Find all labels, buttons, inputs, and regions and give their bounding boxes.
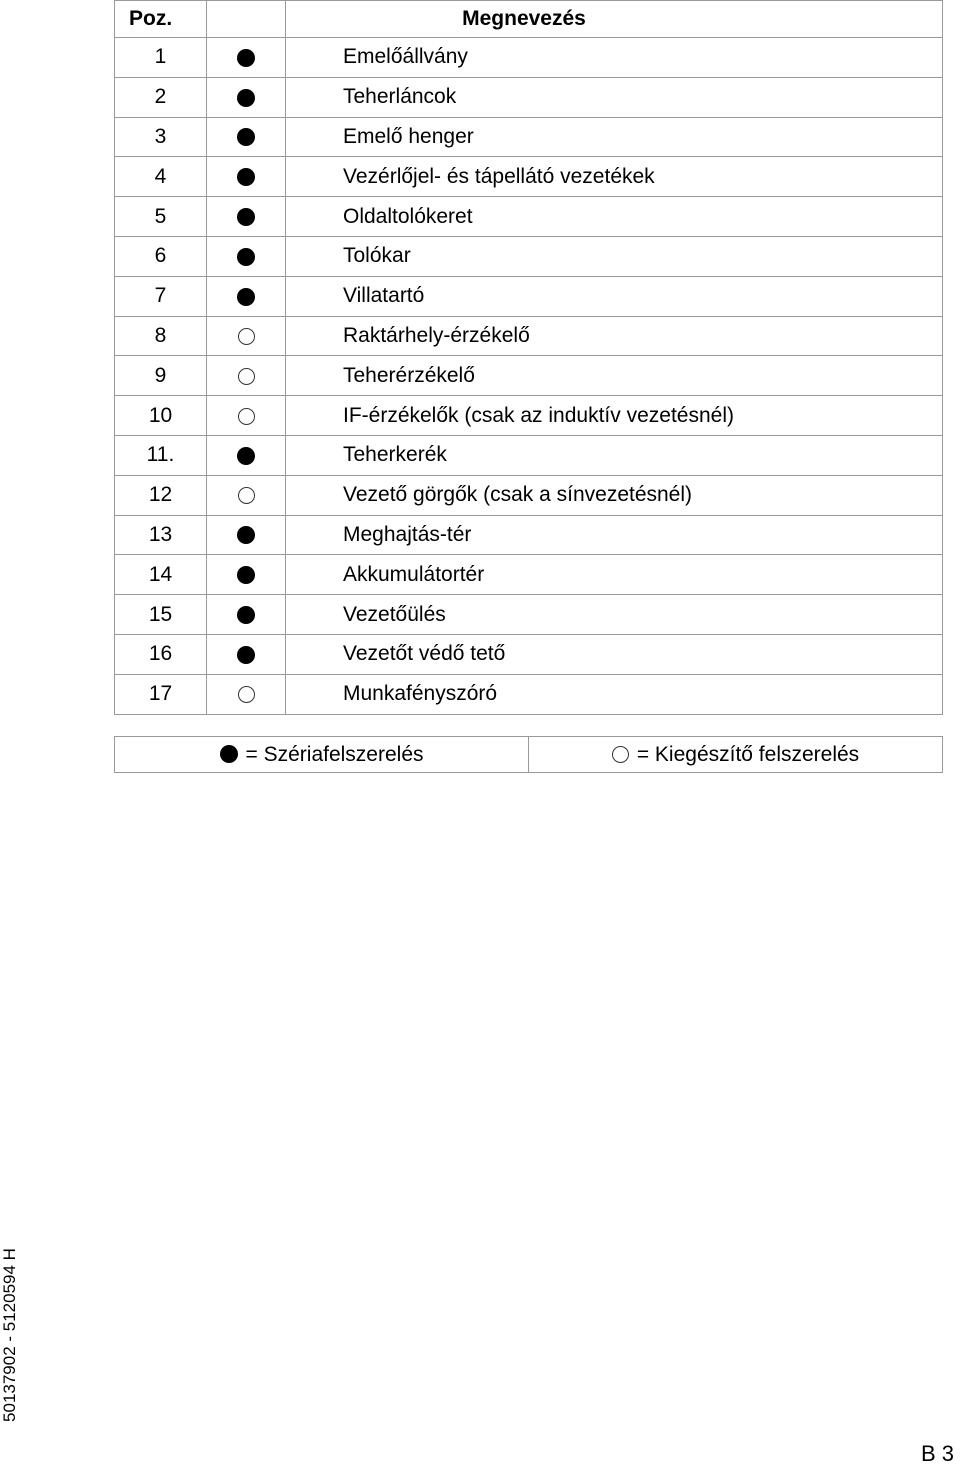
table-row <box>115 595 943 635</box>
table-row <box>115 634 943 674</box>
legend-standard-label: = Szériafelszerelés <box>245 742 424 766</box>
row-mark <box>207 555 286 595</box>
row-name: Oldaltolókeret <box>286 197 943 237</box>
row-position: 17 <box>115 674 207 714</box>
row-name: Vezetőt védő tető <box>286 634 943 674</box>
hollow-circle-icon <box>238 686 255 703</box>
row-position: 5 <box>115 197 207 237</box>
filled-circle-icon <box>220 745 238 763</box>
filled-circle-icon <box>237 447 255 465</box>
hollow-circle-icon <box>238 487 255 504</box>
row-name: Emelőállvány <box>286 38 943 78</box>
filled-circle-icon <box>237 526 255 544</box>
row-position: 11. <box>115 435 207 475</box>
row-name: Teherláncok <box>286 77 943 117</box>
row-mark <box>207 77 286 117</box>
row-mark <box>207 674 286 714</box>
hollow-circle-icon <box>612 746 629 763</box>
row-mark <box>207 276 286 316</box>
filled-circle-icon <box>237 128 255 146</box>
hollow-circle-icon <box>238 368 255 385</box>
filled-circle-icon <box>237 208 255 226</box>
filled-circle-icon <box>237 89 255 107</box>
row-name: Vezérlőjel- és tápellátó vezetékek <box>286 157 943 197</box>
filled-circle-icon <box>237 646 255 664</box>
table-row <box>115 197 943 237</box>
legend-standard <box>115 737 529 773</box>
row-position: 15 <box>115 595 207 635</box>
filled-circle-icon <box>237 566 255 584</box>
row-mark <box>207 515 286 555</box>
table-row <box>115 77 943 117</box>
document-code: 50137902 - 5120594 H <box>0 1248 19 1422</box>
row-position: 12 <box>115 475 207 515</box>
table-row <box>115 555 943 595</box>
table-row <box>115 396 943 436</box>
legend-optional-label: = Kiegészítő felszerelés <box>636 742 860 766</box>
name-header: Megnevezés <box>286 1 943 38</box>
filled-circle-icon <box>237 49 255 67</box>
filled-circle-icon <box>237 606 255 624</box>
row-name: Teherkerék <box>286 435 943 475</box>
row-position: 4 <box>115 157 207 197</box>
table-row <box>115 157 943 197</box>
table-row <box>115 117 943 157</box>
row-name: Vezető görgők (csak a sínvezetésnél) <box>286 475 943 515</box>
row-name: Emelő henger <box>286 117 943 157</box>
mark-header <box>207 1 286 38</box>
row-name: Tolókar <box>286 236 943 276</box>
row-position: 9 <box>115 356 207 396</box>
page-number: B 3 <box>920 1441 954 1466</box>
row-position: 13 <box>115 515 207 555</box>
pos-header: Poz. <box>115 1 207 38</box>
row-name: Akkumulátortér <box>286 555 943 595</box>
table-row <box>115 316 943 356</box>
table-row <box>115 435 943 475</box>
parts-table <box>114 0 943 715</box>
table-row <box>115 674 943 714</box>
hollow-circle-icon <box>238 328 255 345</box>
row-position: 16 <box>115 634 207 674</box>
table-row <box>115 38 943 78</box>
row-mark <box>207 356 286 396</box>
row-position: 1 <box>115 38 207 78</box>
row-mark <box>207 475 286 515</box>
row-position: 3 <box>115 117 207 157</box>
legend-table <box>114 736 943 773</box>
table-row <box>115 475 943 515</box>
row-mark <box>207 595 286 635</box>
row-position: 14 <box>115 555 207 595</box>
legend-optional <box>529 737 943 773</box>
hollow-circle-icon <box>238 408 255 425</box>
row-position: 6 <box>115 236 207 276</box>
table-row <box>115 236 943 276</box>
row-mark <box>207 38 286 78</box>
row-position: 10 <box>115 396 207 436</box>
filled-circle-icon <box>237 168 255 186</box>
table-row <box>115 276 943 316</box>
table-header-row <box>115 1 943 38</box>
row-mark <box>207 316 286 356</box>
row-name: Meghajtás-tér <box>286 515 943 555</box>
row-mark <box>207 197 286 237</box>
row-name: Vezetőülés <box>286 595 943 635</box>
row-name: Raktárhely-érzékelő <box>286 316 943 356</box>
row-name: Munkafényszóró <box>286 674 943 714</box>
row-name: Villatartó <box>286 276 943 316</box>
row-position: 8 <box>115 316 207 356</box>
row-mark <box>207 117 286 157</box>
row-position: 2 <box>115 77 207 117</box>
table-row <box>115 356 943 396</box>
row-mark <box>207 236 286 276</box>
row-name: Teherérzékelő <box>286 356 943 396</box>
row-name: IF-érzékelők (csak az induktív vezetésnél) <box>286 396 943 436</box>
filled-circle-icon <box>237 288 255 306</box>
filled-circle-icon <box>237 248 255 266</box>
row-mark <box>207 435 286 475</box>
row-mark <box>207 396 286 436</box>
table-row <box>115 515 943 555</box>
row-mark <box>207 157 286 197</box>
row-position: 7 <box>115 276 207 316</box>
row-mark <box>207 634 286 674</box>
